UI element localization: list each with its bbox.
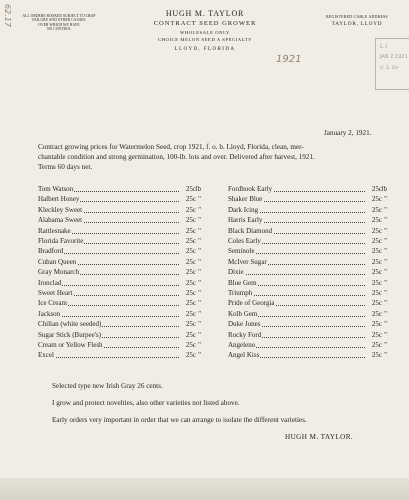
company-title: CONTRACT SEED GROWER (153, 20, 257, 27)
variety-price: 25c (371, 309, 382, 318)
price-row (228, 205, 387, 215)
company-name: HUGH M. TAYLOR (165, 9, 245, 18)
price-unit: " (384, 309, 387, 318)
price-row (228, 257, 387, 267)
variety-price: 25c (371, 205, 382, 214)
pencil-year: 1921 (276, 54, 302, 65)
price-row (38, 257, 201, 267)
price-row (38, 288, 201, 298)
price-unit: " (384, 226, 387, 235)
notice-line: NO CONTROL (46, 27, 72, 32)
price-unit: " (198, 278, 201, 287)
variety-price: 25c (185, 278, 196, 287)
variety-name: Coles Early (228, 237, 261, 245)
variety-name: Pride of Georgia (228, 299, 275, 308)
price-row (38, 215, 201, 225)
variety-price: 25c (185, 299, 196, 308)
variety-price: 25c (371, 216, 382, 225)
leader-dots (38, 357, 179, 358)
variety-name: Ice Cream (38, 299, 67, 308)
variety-price: 25c (371, 237, 382, 245)
page-edge (0, 478, 409, 500)
intro-line-3: Terms 60 days net. (38, 163, 93, 171)
variety-name: Fordhook Early (228, 185, 273, 193)
variety-name: Shaker Blue (228, 195, 263, 204)
intro-line-2: chantable condition and strong germination, 100-lb. lots and over. Delivered after harvest, 1921. (38, 153, 315, 161)
variety-price: 25c (185, 309, 196, 318)
letter-date: January 2, 1921. (324, 129, 372, 137)
price-row (38, 246, 201, 256)
variety-price: 25c (371, 330, 382, 339)
variety-price: 25c (371, 299, 382, 308)
variety-price: 25c (371, 257, 382, 266)
variety-price: 25c (185, 289, 196, 297)
variety-name: Chilian (white seeded) (38, 320, 102, 329)
price-row (38, 309, 201, 319)
stamp-bottom: U. S. De (380, 66, 399, 71)
price-unit: " (198, 195, 201, 204)
price-row (228, 330, 387, 340)
cable-address (314, 15, 400, 27)
price-unit: " (198, 216, 201, 225)
signature: HUGH M. TAYLOR. (285, 433, 354, 441)
variety-price: 25c (371, 320, 382, 329)
variety-name: Black Diamond (228, 226, 273, 235)
variety-price: 25c (185, 320, 196, 329)
variety-name: Cream or Yellow Flesh (38, 341, 103, 349)
variety-price: 25c (371, 226, 382, 235)
variety-price: 25c (185, 268, 196, 277)
price-unit: lb (381, 185, 387, 193)
variety-name: Sugar Stick (Burpee's) (38, 330, 102, 339)
price-row (228, 194, 387, 204)
irish-gray-note: Selected type new Irish Gray 26 cents. (52, 382, 163, 390)
price-row (38, 236, 201, 246)
variety-price: 25c (371, 289, 382, 297)
notice-line: OVER WHICH WE HAVE (38, 22, 80, 27)
variety-name: Kleckley Sweet (38, 205, 83, 214)
price-row (228, 309, 387, 319)
price-row (38, 298, 201, 308)
variety-name: Excel (38, 351, 54, 360)
price-unit: " (198, 299, 201, 308)
price-unit: " (384, 341, 387, 349)
variety-name: Seminole (228, 247, 255, 256)
variety-price: 25c (185, 237, 196, 245)
variety-price: 25c (371, 185, 382, 193)
notice-line: ALL ORDERS BOOKED SUBJECT TO CROP (22, 14, 96, 18)
variety-price: 25c (371, 351, 382, 360)
variety-price: 25c (185, 195, 196, 204)
variety-name: Jackson (38, 309, 61, 318)
price-row (38, 330, 201, 340)
notice-line: FAILURE AND OTHER CAUSES (32, 18, 86, 23)
price-row (228, 288, 387, 298)
variety-name: Dixie (228, 268, 244, 277)
cable-label: REGISTERED CABLE ADDRESS (326, 15, 388, 19)
price-unit: " (384, 330, 387, 339)
variety-name: Angeleno (228, 341, 256, 349)
price-row (228, 226, 387, 236)
price-unit: " (384, 257, 387, 266)
novelties-note: I grow and protect novelties, also other varieties not listed above. (52, 399, 240, 407)
price-unit: " (384, 299, 387, 308)
intro-line-1: Contract growing prices for Watermelon Seed, crop 1921, f. o. b. Lloyd, Florida, clean, mer- (38, 143, 304, 151)
price-row (38, 184, 201, 194)
variety-price: 25c (371, 247, 382, 256)
variety-name: Florida Favorite (38, 237, 84, 245)
variety-name: Bradford (38, 247, 64, 256)
price-unit: " (384, 268, 387, 277)
price-unit: " (384, 320, 387, 329)
price-unit: " (198, 289, 201, 297)
price-unit: " (384, 247, 387, 256)
variety-name: Gray Monarch (38, 268, 80, 277)
variety-price: 25c (371, 268, 382, 277)
variety-name: Kolb Gem (228, 309, 258, 318)
price-row (38, 340, 201, 350)
early-orders-note: Early orders very important in order that we can arrange to isolate the different varieties. (52, 416, 307, 424)
price-row (228, 350, 387, 360)
price-row (228, 236, 387, 246)
variety-name: Rocky Ford (228, 330, 262, 339)
variety-price: 25c (371, 195, 382, 204)
price-unit: " (198, 309, 201, 318)
price-unit: " (198, 247, 201, 256)
price-row (228, 278, 387, 288)
price-unit: " (198, 205, 201, 214)
price-unit: " (384, 237, 387, 245)
price-row (228, 298, 387, 308)
price-unit: " (384, 289, 387, 297)
price-row (228, 246, 387, 256)
variety-name: Triumph (228, 289, 253, 297)
variety-price: 25c (185, 226, 196, 235)
cable-value: TAYLOR, LLOYD (331, 21, 383, 27)
price-row (228, 319, 387, 329)
price-unit: " (198, 226, 201, 235)
price-row (228, 184, 387, 194)
letterhead-center (120, 9, 290, 52)
variety-name: Sweet Heart (38, 289, 73, 297)
wholesale-line: WHOLESALE ONLY (180, 30, 230, 35)
price-row (38, 194, 201, 204)
variety-price: 25c (185, 330, 196, 339)
price-unit: " (384, 278, 387, 287)
variety-price: 25c (185, 341, 196, 349)
price-row (38, 278, 201, 288)
stamp-top: L I (380, 43, 388, 50)
variety-price: 25c (185, 257, 196, 266)
price-unit: " (198, 257, 201, 266)
specialty-line: CHOICE MELON SEED A SPECIALTY (157, 37, 253, 42)
location-line: LLOYD, FLORIDA (174, 47, 236, 52)
variety-price: 25c (185, 205, 196, 214)
variety-name: McIver Sugar (228, 257, 267, 266)
price-list-left (38, 184, 201, 360)
price-row (38, 267, 201, 277)
variety-name: Angel Kiss (228, 351, 260, 360)
price-row (38, 226, 201, 236)
pencil-note-left: 62.17 (3, 4, 12, 27)
variety-price: 25c (371, 278, 382, 287)
variety-price: 25c (371, 341, 382, 349)
price-row (38, 319, 201, 329)
variety-name: Rattlesnake (38, 226, 71, 235)
variety-price: 25c (185, 351, 196, 360)
price-unit: " (198, 320, 201, 329)
variety-name: Tom Watson (38, 185, 74, 193)
price-unit: " (198, 237, 201, 245)
variety-name: Ironclad (38, 278, 62, 287)
variety-price: 25c (185, 185, 196, 193)
stamp-date: JAN 2 1921 (380, 54, 408, 60)
variety-name: Dark Icing (228, 205, 259, 214)
variety-name: Blue Gem (228, 278, 257, 287)
price-unit: " (384, 216, 387, 225)
price-row (38, 350, 201, 360)
leader-dots (228, 274, 365, 275)
variety-price: 25c (185, 247, 196, 256)
price-unit: " (384, 195, 387, 204)
variety-name: Alabama Sweet (38, 216, 83, 225)
price-unit: " (384, 205, 387, 214)
price-unit: " (198, 330, 201, 339)
variety-name: Duke Jones (228, 320, 261, 329)
variety-name: Halbert Honey (38, 195, 80, 204)
price-unit: lb (195, 185, 201, 193)
terms-notice (16, 14, 102, 32)
price-list-right (228, 184, 387, 360)
price-unit: " (198, 341, 201, 349)
receipt-stamp (375, 38, 409, 90)
variety-name: Cuban Queen (38, 257, 77, 266)
price-row (38, 205, 201, 215)
price-row (228, 340, 387, 350)
price-row (228, 215, 387, 225)
variety-name: Harris Early (228, 216, 263, 225)
price-unit: " (198, 351, 201, 360)
price-unit: " (198, 268, 201, 277)
variety-price: 25c (185, 216, 196, 225)
price-unit: " (384, 351, 387, 360)
price-row (228, 267, 387, 277)
